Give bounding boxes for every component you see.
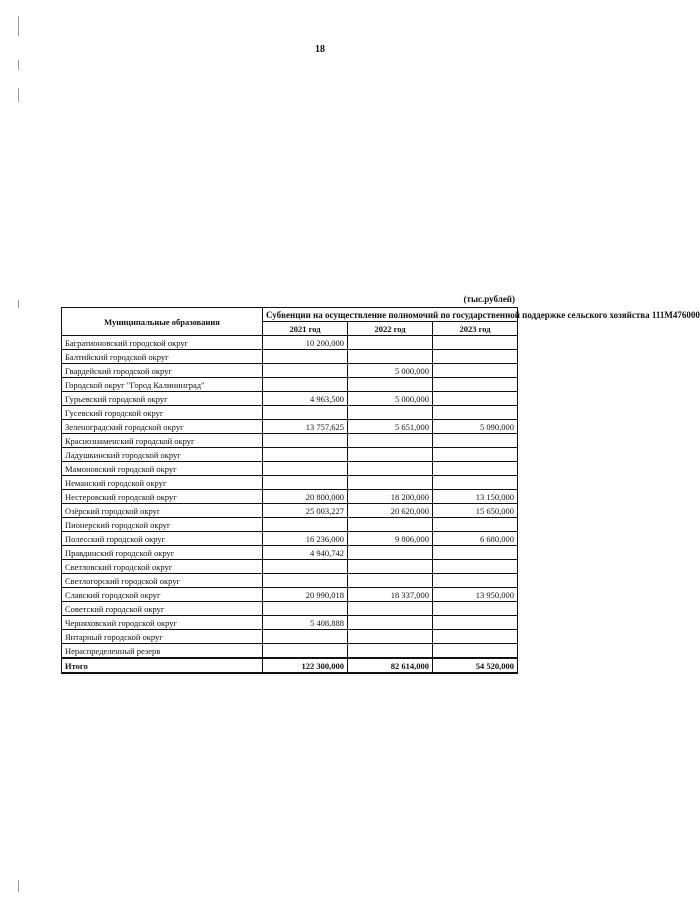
value-2022: 20 620,000 [348,504,433,518]
subsidy-table [61,307,700,674]
margin-mark [18,880,19,892]
municipality-name: Городской округ "Город Калининград" [62,378,263,392]
value-2021 [263,350,348,364]
value-2021: 5 408,888 [263,616,348,630]
value-2023: 54 520,000 [433,658,518,673]
value-2021: 10 200,000 [263,336,348,350]
municipality-name: Итого [62,658,263,673]
value-2021 [263,602,348,616]
table-row [62,574,518,588]
table-row [62,588,518,602]
table-row [62,546,518,560]
table-row [62,364,518,378]
value-2021: 16 236,000 [263,532,348,546]
municipality-name: Ладушкинский городской округ [62,448,263,462]
value-2023 [433,350,518,364]
value-2022: 9 806,000 [348,532,433,546]
value-2023 [433,406,518,420]
table-row [62,336,518,350]
value-2022 [348,448,433,462]
value-2022 [348,560,433,574]
municipality-name: Черняховский городской округ [62,616,263,630]
table-row [62,476,518,490]
value-2021 [263,476,348,490]
municipality-name: Правдинский городской округ [62,546,263,560]
table-row [62,448,518,462]
municipality-name: Неманский городской округ [62,476,263,490]
value-2022: 5 000,000 [348,392,433,406]
value-2023 [433,336,518,350]
value-2022 [348,378,433,392]
margin-mark [18,300,19,308]
value-2023 [433,644,518,659]
value-2023 [433,462,518,476]
total-row [62,658,518,673]
municipality-name: Мамоновский городской округ [62,462,263,476]
table-row [62,504,518,518]
table-row [62,630,518,644]
value-2021: 13 757,625 [263,420,348,434]
value-2021 [263,518,348,532]
municipality-name: Краснознаменский городской округ [62,434,263,448]
units-label: (тыс.рублей) [463,294,515,304]
value-2022 [348,434,433,448]
table-row [62,420,518,434]
margin-mark [18,88,19,102]
value-2023 [433,364,518,378]
municipality-name: Зеленоградский городской округ [62,420,263,434]
value-2023 [433,434,518,448]
table-row [62,462,518,476]
table-row [62,350,518,364]
value-2023: 5 090,000 [433,420,518,434]
margin-mark [18,60,19,70]
municipality-name: Пионерский городской округ [62,518,263,532]
value-2021: 122 300,000 [263,658,348,673]
value-2023 [433,448,518,462]
value-2022: 5 000,000 [348,364,433,378]
value-2021 [263,406,348,420]
value-2021 [263,448,348,462]
table-row [62,532,518,546]
municipality-name: Янтарный городской округ [62,630,263,644]
value-2023 [433,616,518,630]
value-2022 [348,546,433,560]
value-2022: 82 614,000 [348,658,433,673]
table-row [62,434,518,448]
table-row [62,518,518,532]
value-2022 [348,350,433,364]
value-2021: 20 990,018 [263,588,348,602]
value-2022: 5 651,000 [348,420,433,434]
table-row [62,378,518,392]
year-header: 2021 год [263,322,348,336]
value-2022 [348,630,433,644]
value-2021 [263,434,348,448]
municipality-name: Гвардейский городской округ [62,364,263,378]
value-2021 [263,644,348,659]
municipality-name: Гурьевский городской округ [62,392,263,406]
margin-mark [18,16,19,36]
value-2023 [433,392,518,406]
value-2022: 18 337,000 [348,588,433,602]
value-2023 [433,378,518,392]
value-2023 [433,546,518,560]
value-2023: 13 150,000 [433,490,518,504]
municipality-name: Полесский городской округ [62,532,263,546]
municipality-name: Багратионовский городской округ [62,336,263,350]
table-row [62,602,518,616]
value-2022 [348,644,433,659]
value-2021: 25 003,227 [263,504,348,518]
value-2021 [263,364,348,378]
table-row [62,644,518,659]
subsidy-header: Субвенции на осуществление полномочий по государственной поддержке сельского хозяйства 111М476000 [263,308,518,322]
year-header: 2023 год [433,322,518,336]
municipality-name: Нестеровский городской округ [62,490,263,504]
value-2022 [348,476,433,490]
municipality-name: Гусевский городской округ [62,406,263,420]
value-2022 [348,574,433,588]
year-header: 2022 год [348,322,433,336]
table-row [62,616,518,630]
table-row [62,490,518,504]
value-2022 [348,602,433,616]
municipality-name: Нераспределенный резерв [62,644,263,659]
value-2023: 13 950,000 [433,588,518,602]
value-2021 [263,574,348,588]
value-2021 [263,462,348,476]
value-2023 [433,476,518,490]
value-2023 [433,630,518,644]
value-2022 [348,336,433,350]
table-body [62,336,518,674]
value-2021: 4 940,742 [263,546,348,560]
value-2021: 20 800,000 [263,490,348,504]
value-2022 [348,462,433,476]
value-2023: 6 680,000 [433,532,518,546]
municipality-name: Советский городской округ [62,602,263,616]
table-row [62,392,518,406]
page-number: 18 [315,44,325,55]
municipality-name: Светловский городской округ [62,560,263,574]
value-2023 [433,574,518,588]
value-2023: 15 650,000 [433,504,518,518]
value-2023 [433,518,518,532]
municipalities-header: Муниципальные образования [62,308,263,336]
value-2023 [433,560,518,574]
value-2021: 4 963,500 [263,392,348,406]
value-2022 [348,518,433,532]
municipality-name: Славский городской округ [62,588,263,602]
municipality-name: Светлогорский городской округ [62,574,263,588]
table-row [62,406,518,420]
value-2022 [348,616,433,630]
municipality-name: Озёрский городской округ [62,504,263,518]
value-2022: 18 200,000 [348,490,433,504]
value-2021 [263,378,348,392]
municipality-name: Балтийский городской округ [62,350,263,364]
value-2023 [433,602,518,616]
value-2021 [263,560,348,574]
table-row [62,560,518,574]
value-2021 [263,630,348,644]
value-2022 [348,406,433,420]
